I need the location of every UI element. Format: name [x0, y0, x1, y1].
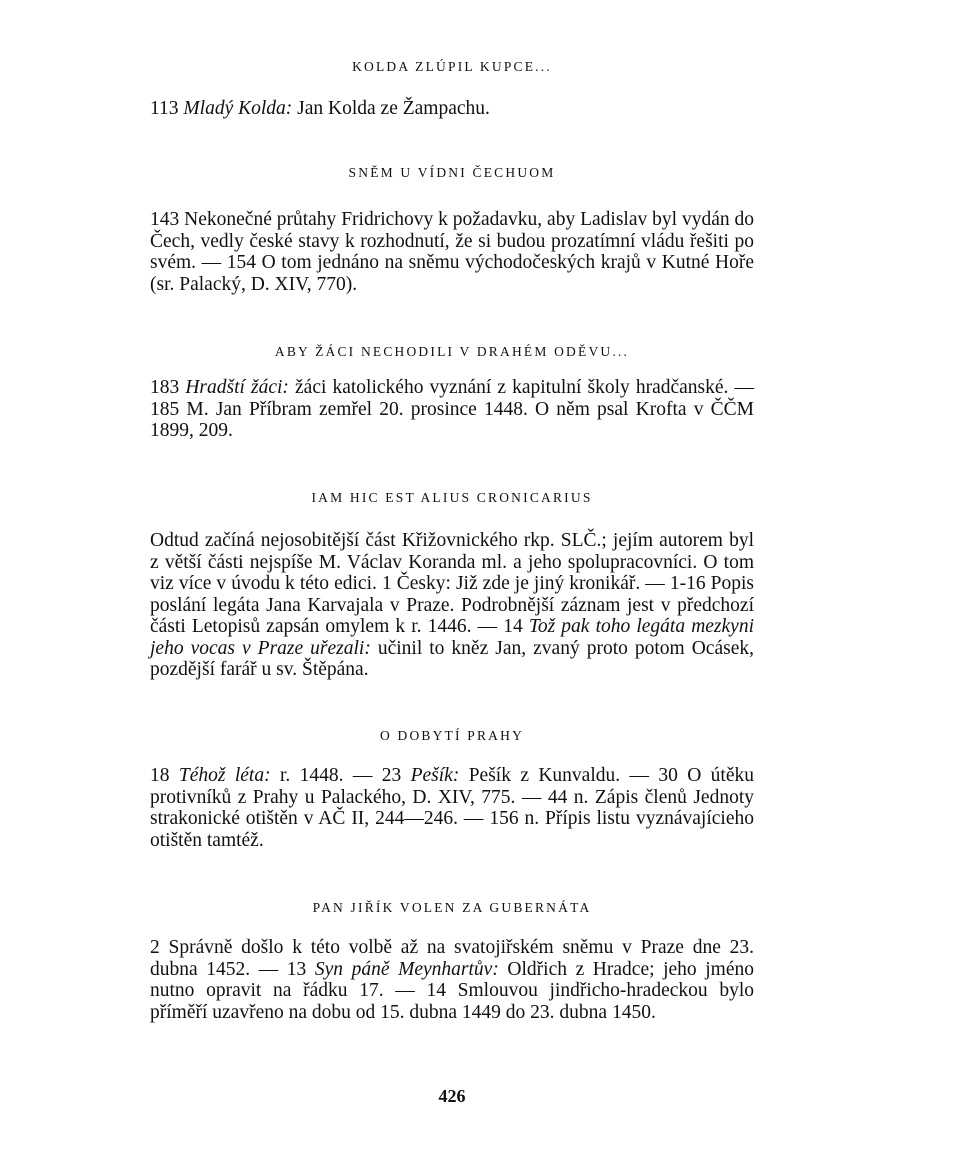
italic-segment: Mladý Kolda: — [183, 98, 293, 119]
section-body-kolda — [150, 98, 754, 120]
section-heading-kolda: KOLDA ZLÚPIL KUPCE... — [352, 59, 552, 74]
text-segment: 18 — [150, 765, 179, 786]
section-body-zaci — [150, 377, 754, 442]
section-body-cronicarius — [150, 530, 754, 681]
text-segment: 143 Nekonečné průtahy Fridrichovy k požadavku, aby Ladislav byl vydán do Čech, vedly české stavy k rozhodnutí, že si budou prozatímní vládu řešiti po svém. — 154 O tom jednáno na sněmu východočeských krajů v Kutné Hoře (sr. Palacký, D. XIV, 770). — [150, 209, 754, 295]
section-heading-cronicarius: IAM HIC EST ALIUS CRONICARIUS — [311, 490, 593, 505]
section-heading-dobyti: O DOBYTÍ PRAHY — [379, 728, 525, 743]
italic-segment: Téhož léta: — [178, 765, 271, 786]
text-segment: r. 1448. — 23 — [270, 765, 411, 786]
text-segment: 2 Správně došlo k této volbě až na svatojiřském sněmu v Praze dne 23. dubna 1452. — 13 — [150, 937, 754, 980]
section-body-jirik — [150, 937, 754, 1023]
italic-segment: Syn páně Meynhartův: — [314, 958, 499, 980]
italic-segment: Tož pak toho legáta mezkyni jeho vocas v Praze uřezali: — [150, 616, 754, 659]
section-heading-jirik: PAN JIŘÍK VOLEN ZA GUBERNÁTA — [312, 900, 592, 915]
text-segment: žáci katolického vyznání z kapitulní školy hradčanské. — 185 M. Jan Příbram zemřel 20. prosince 1448. O něm psal Krofta v ČČM 1899, 209. — [150, 377, 755, 441]
text-segment: Odtud začíná nejosobitější část Křižovnického rkp. SLČ.; jejím autorem byl z větší části nejspíše M. Václav Koranda ml. a jeho spolupracovníci. O tom viz více v úvodu k této edici. 1 Česky: Již zde je jiný kronikář. — 1-16 Popis poslání legáta Jana Karvajala v Praze. Podrobnější záznam jest v předchozí části Letopisů zapsán omylem k r. 1446. — 14 — [150, 530, 754, 637]
section-body-dobyti — [150, 765, 754, 851]
section-heading-snem: SNĚM U VÍDNI ČECHUOM — [348, 165, 556, 180]
text-segment: Oldřich z Hradce; jeho jméno nutno opravit na řádku 17. — 14 Smlouvou jindřicho-hradeckou bylo příměří uzavřeno na dobu od 15. dubna 1449 do 23. dubna 1450. — [150, 958, 754, 1023]
text-segment: Pešík z Kunvaldu. — 30 O útěku protivníků z Prahy u Palackého, D. XIV, 775. — 44 n. Zápis členů Jednoty strakonické otištěn v AČ II, 244—246. — 156 n. Přípis listu vyznávajícieho otištěn tamtéž. — [150, 765, 755, 851]
text-segment: učinil to kněz Jan, zvaný proto potom Ocásek, pozdější farář u sv. Štěpána. — [150, 637, 754, 680]
section-heading-zaci: ABY ŽÁCI NECHODILI V DRAHÉM ODĚVU... — [274, 344, 630, 359]
italic-segment: Pešík: — [410, 765, 460, 786]
page-number: 426 — [438, 1086, 466, 1106]
text-segment: 183 — [150, 377, 186, 398]
italic-segment: Hradští žáci: — [185, 377, 289, 398]
text-segment: Jan Kolda ze Žampachu. — [292, 98, 490, 119]
section-body-snem — [150, 209, 754, 295]
text-segment: 113 — [150, 98, 184, 119]
